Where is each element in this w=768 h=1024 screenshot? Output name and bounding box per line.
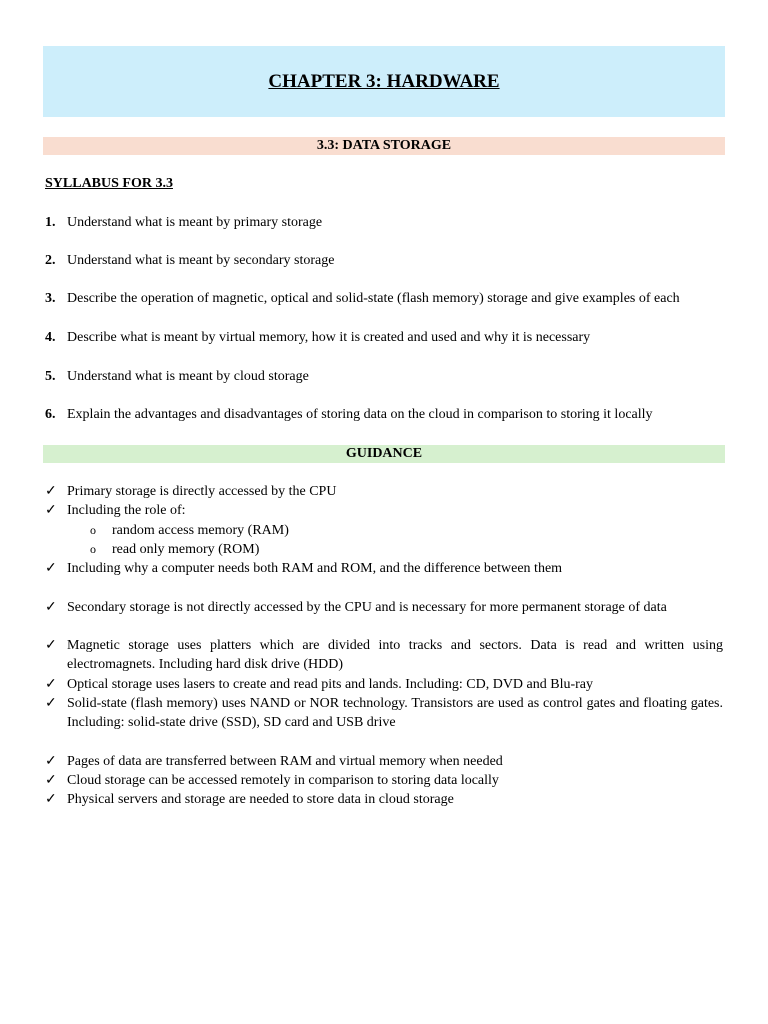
guidance-item-text: Including why a computer needs both RAM and ROM, and the difference between them: [67, 561, 563, 576]
checkmark-icon: ✓: [45, 561, 57, 576]
checkmark-icon: ✓: [45, 503, 57, 518]
syllabus-item-text: Describe the operation of magnetic, optical and solid-state (flash memory) storage and give examples of each: [67, 291, 680, 306]
syllabus-item-2: [45, 252, 334, 270]
guidance-item-text: Physical servers and storage are needed to store data in cloud storage: [67, 792, 454, 807]
guidance-item-text: Primary storage is directly accessed by the CPU: [67, 484, 337, 499]
syllabus-item-5: [45, 368, 309, 386]
syllabus-item-4: [45, 329, 590, 347]
syllabus-item-3: [45, 290, 680, 308]
guidance-item: [45, 790, 723, 809]
guidance-subitem: [90, 521, 289, 540]
syllabus-item-text: Understand what is meant by secondary storage: [67, 253, 335, 268]
guidance-item: [45, 694, 723, 732]
guidance-subitem-text: random access memory (RAM): [112, 523, 289, 538]
syllabus-item-number: 1.: [45, 215, 56, 230]
guidance-subitem-text: read only memory (ROM): [112, 542, 260, 557]
syllabus-item-text: Understand what is meant by cloud storage: [67, 369, 309, 384]
syllabus-item-number: 4.: [45, 330, 56, 345]
syllabus-item-1: [45, 214, 322, 232]
guidance-item: [45, 675, 723, 694]
guidance-item-text: Solid-state (flash memory) uses NAND or NOR technology. Transistors are used as control gates and floating gates. Including: solid-state drive (SSD), SD card and USB drive: [67, 696, 723, 730]
checkmark-icon: ✓: [45, 484, 57, 499]
guidance-item: [45, 771, 723, 790]
syllabus-item-text: Describe what is meant by virtual memory, how it is created and used and why it is necessary: [67, 330, 591, 345]
syllabus-item-number: 6.: [45, 407, 56, 422]
chapter-title-band: [43, 46, 725, 117]
checkmark-icon: ✓: [45, 696, 57, 711]
guidance-item-text: Pages of data are transferred between RAM and virtual memory when needed: [67, 754, 503, 769]
syllabus-item-6: [45, 406, 653, 424]
guidance-item-text: Cloud storage can be accessed remotely in comparison to storing data locally: [67, 773, 499, 788]
syllabus-item-number: 5.: [45, 369, 56, 384]
syllabus-item-text: Understand what is meant by primary storage: [67, 215, 323, 230]
checkmark-icon: ✓: [45, 638, 57, 653]
guidance-item-text: Secondary storage is not directly accessed by the CPU and is necessary for more permanent storage of data: [67, 600, 667, 615]
circle-bullet-icon: o: [90, 542, 96, 556]
checkmark-icon: ✓: [45, 677, 57, 692]
guidance-item: [45, 752, 723, 771]
guidance-item: [45, 501, 723, 520]
checkmark-icon: ✓: [45, 754, 57, 769]
syllabus-item-number: 3.: [45, 291, 56, 306]
guidance-item: [45, 636, 723, 674]
guidance-item-text: Including the role of:: [67, 503, 186, 518]
syllabus-heading: SYLLABUS FOR 3.3: [45, 176, 173, 191]
chapter-title: CHAPTER 3: HARDWARE: [268, 70, 500, 92]
guidance-item-text: Magnetic storage uses platters which are divided into tracks and sectors. Data is read and written using electromagnets. Including hard disk drive (HDD): [67, 638, 723, 672]
guidance-item: [45, 482, 723, 501]
guidance-subitem: [90, 540, 259, 559]
syllabus-item-number: 2.: [45, 253, 56, 268]
guidance-heading: GUIDANCE: [43, 445, 725, 463]
checkmark-icon: ✓: [45, 773, 57, 788]
section-title: 3.3: DATA STORAGE: [43, 137, 725, 155]
circle-bullet-icon: o: [90, 523, 96, 537]
checkmark-icon: ✓: [45, 600, 57, 615]
syllabus-item-text: Explain the advantages and disadvantages of storing data on the cloud in comparison to storing it locally: [67, 407, 653, 422]
checkmark-icon: ✓: [45, 792, 57, 807]
guidance-item: [45, 559, 723, 578]
guidance-item-text: Optical storage uses lasers to create and read pits and lands. Including: CD, DVD and Blu-ray: [67, 677, 594, 692]
guidance-item: [45, 598, 723, 617]
